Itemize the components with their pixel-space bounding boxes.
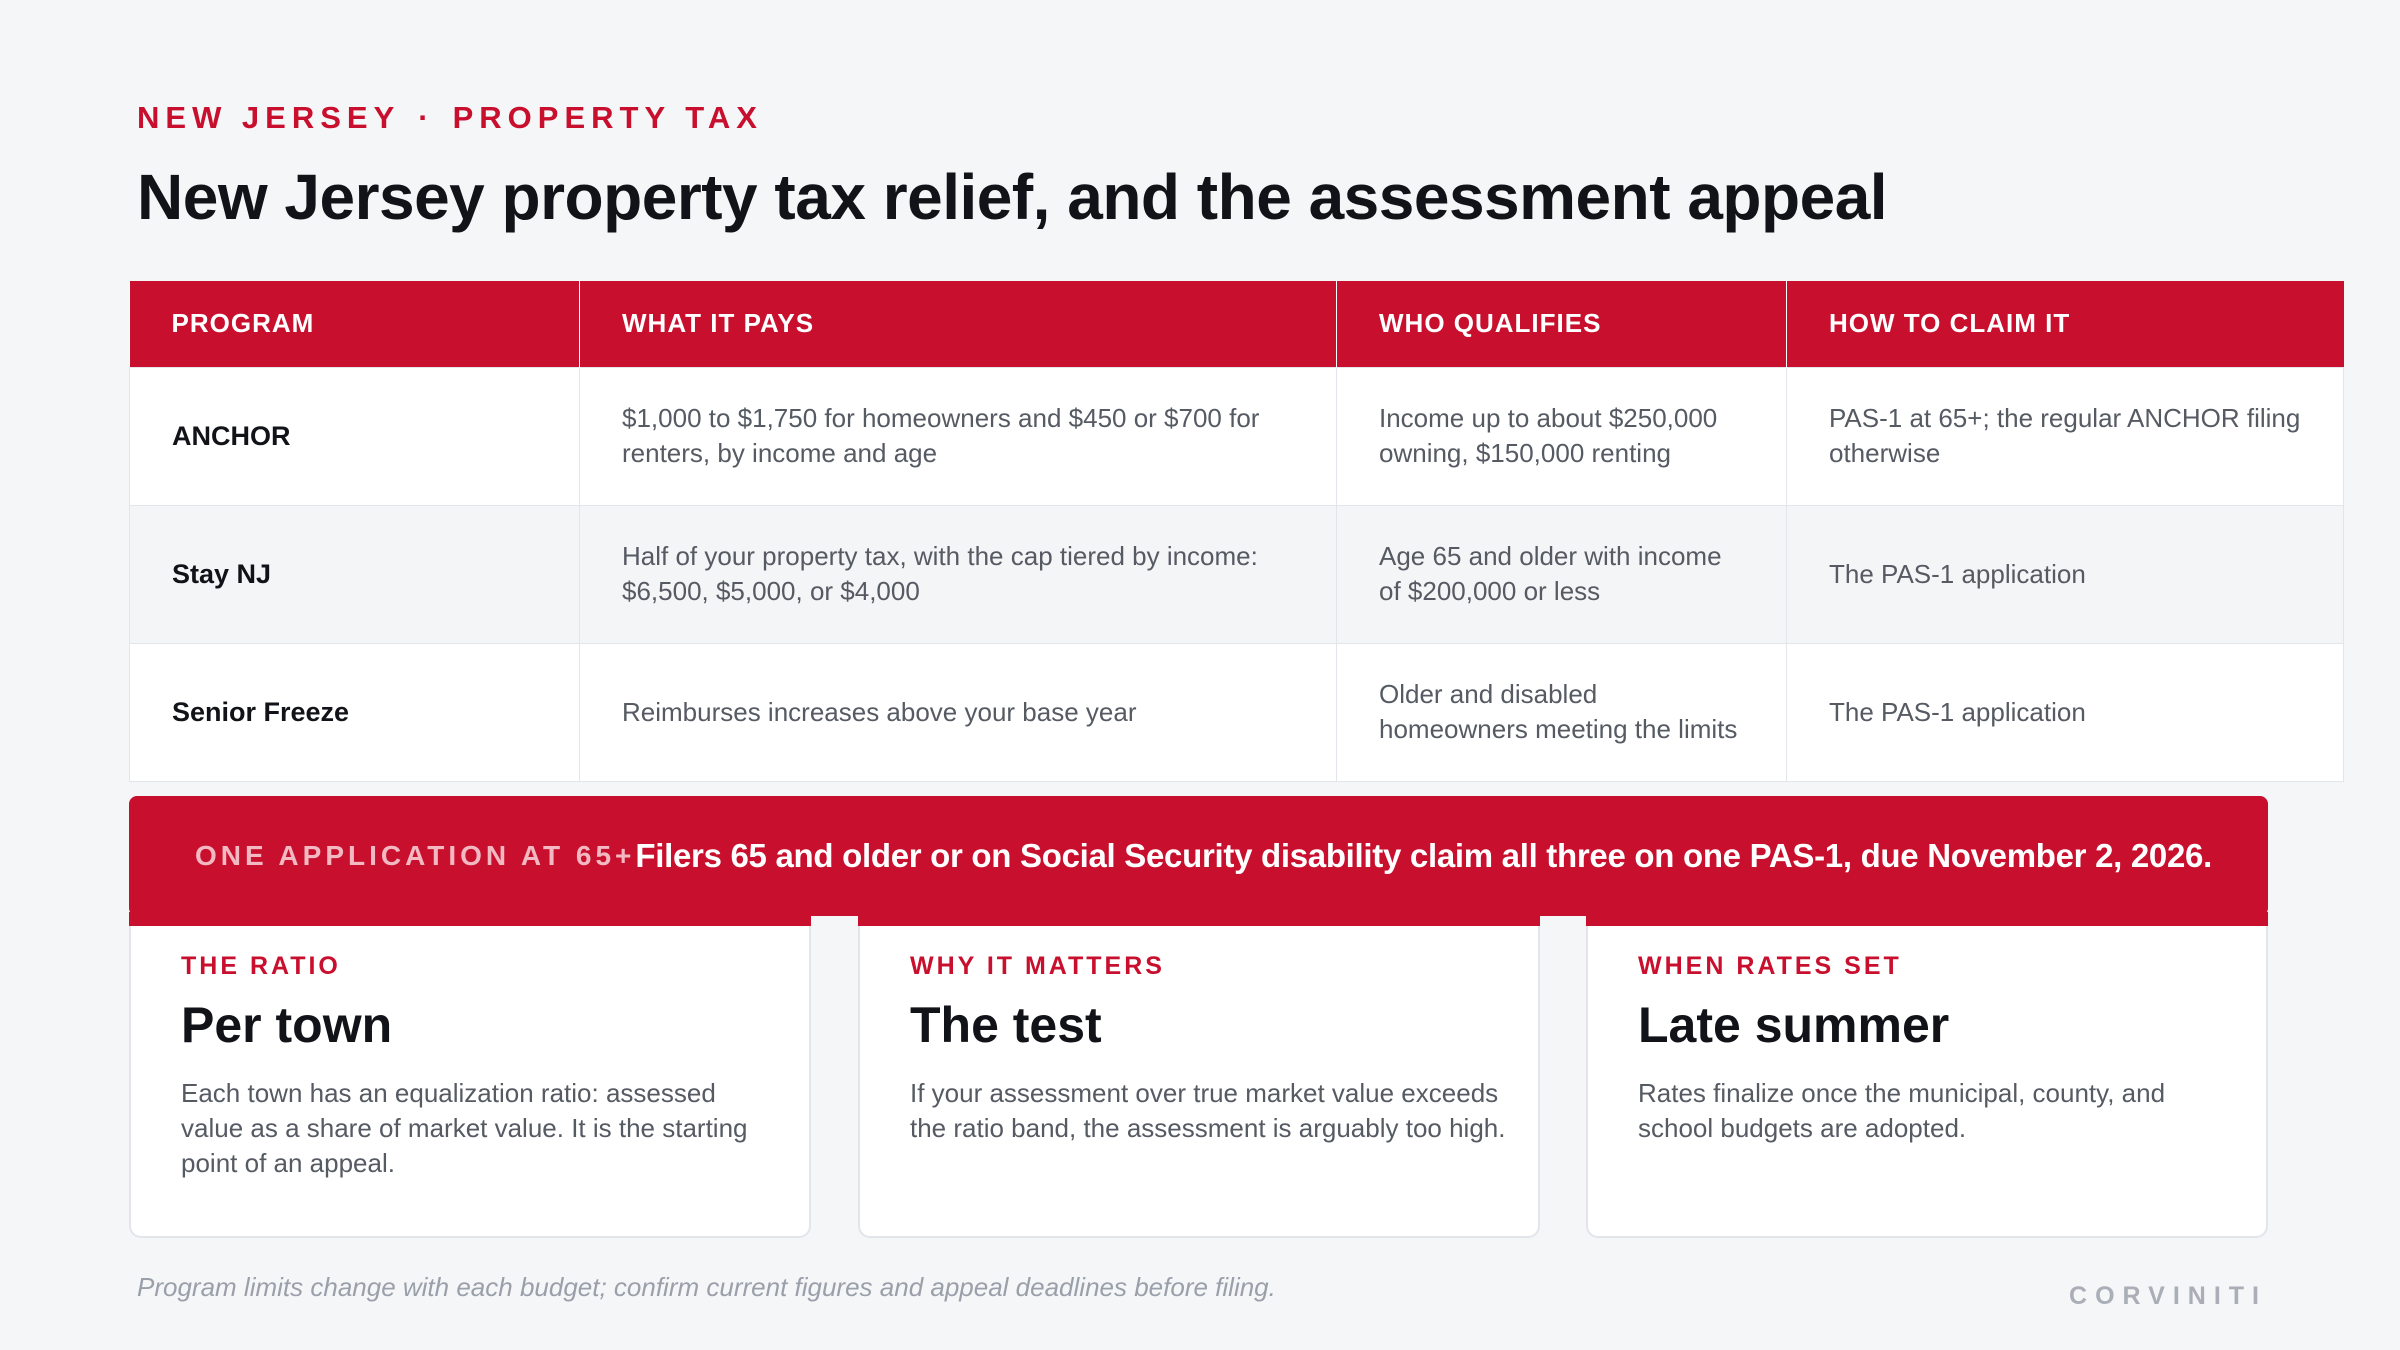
table-row bbox=[130, 643, 2344, 781]
who-qualifies-cell: Older and disabled homeowners meeting the limits bbox=[1337, 643, 1787, 781]
program-name: Stay NJ bbox=[130, 505, 580, 643]
program-name: Senior Freeze bbox=[130, 643, 580, 781]
column-header-program: PROGRAM bbox=[130, 281, 580, 367]
card-body: Each town has an equalization ratio: assessed value as a share of market value. It is the starting point of an appeal. bbox=[181, 1078, 748, 1178]
card-accent-bar bbox=[858, 912, 1540, 926]
card-heading: Late summer bbox=[1638, 997, 1950, 1053]
what-it-pays-cell: Half of your property tax, with the cap tiered by income: $6,500, $5,000, or $4,000 bbox=[580, 505, 1337, 643]
who-qualifies-cell: Age 65 and older with income of $200,000 or less bbox=[1337, 505, 1787, 643]
banner-message: Filers 65 and older or on Social Security disability claim all three on one PAS-1, due November 2, 2026. bbox=[635, 837, 2212, 874]
column-header-who-qualifies: WHO QUALIFIES bbox=[1337, 281, 1787, 367]
one-application-banner bbox=[129, 796, 2268, 916]
table-row bbox=[130, 505, 2344, 643]
what-it-pays-cell: Reimburses increases above your base year bbox=[580, 643, 1337, 781]
card-body: If your assessment over true market value exceeds the ratio band, the assessment is arguably too high. bbox=[910, 1078, 1506, 1143]
footnote: Program limits change with each budget; confirm current figures and appeal deadlines before filing. bbox=[137, 1272, 1276, 1302]
card-body: Rates finalize once the municipal, county, and school budgets are adopted. bbox=[1638, 1078, 2166, 1143]
programs-table bbox=[129, 281, 2344, 782]
how-to-claim-cell: The PAS-1 application bbox=[1787, 505, 2344, 643]
brand-wordmark: CORVINITI bbox=[2069, 1282, 2267, 1310]
card-accent-bar bbox=[129, 912, 811, 926]
column-header-how-to-claim: HOW TO CLAIM IT bbox=[1787, 281, 2344, 367]
table-header-row bbox=[130, 281, 2344, 367]
program-name: ANCHOR bbox=[130, 367, 580, 505]
page-title: New Jersey property tax relief, and the assessment appeal bbox=[137, 161, 1888, 233]
table-row bbox=[130, 367, 2344, 505]
card-accent-bar bbox=[1586, 912, 2268, 926]
how-to-claim-cell: The PAS-1 application bbox=[1787, 643, 2344, 781]
card-the-ratio bbox=[129, 912, 811, 1238]
what-it-pays-cell: $1,000 to $1,750 for homeowners and $450 or $700 for renters, by income and age bbox=[580, 367, 1337, 505]
card-kicker: WHY IT MATTERS bbox=[910, 952, 1165, 980]
eyebrow-state: NEW JERSEY bbox=[137, 100, 401, 135]
who-qualifies-cell: Income up to about $250,000 owning, $150,000 renting bbox=[1337, 367, 1787, 505]
eyebrow-topic: PROPERTY TAX bbox=[452, 100, 763, 135]
how-to-claim-cell: PAS-1 at 65+; the regular ANCHOR filing otherwise bbox=[1787, 367, 2344, 505]
column-header-what-it-pays: WHAT IT PAYS bbox=[580, 281, 1337, 367]
card-kicker: THE RATIO bbox=[181, 952, 341, 980]
eyebrow-separator: · bbox=[418, 100, 435, 135]
card-when-rates-set bbox=[1586, 912, 2268, 1238]
card-heading: Per town bbox=[181, 997, 393, 1053]
card-heading: The test bbox=[910, 997, 1102, 1053]
card-kicker: WHEN RATES SET bbox=[1638, 952, 1902, 980]
card-why-it-matters bbox=[858, 912, 1540, 1238]
banner-label: ONE APPLICATION AT 65+ bbox=[195, 840, 636, 871]
eyebrow bbox=[137, 100, 763, 136]
